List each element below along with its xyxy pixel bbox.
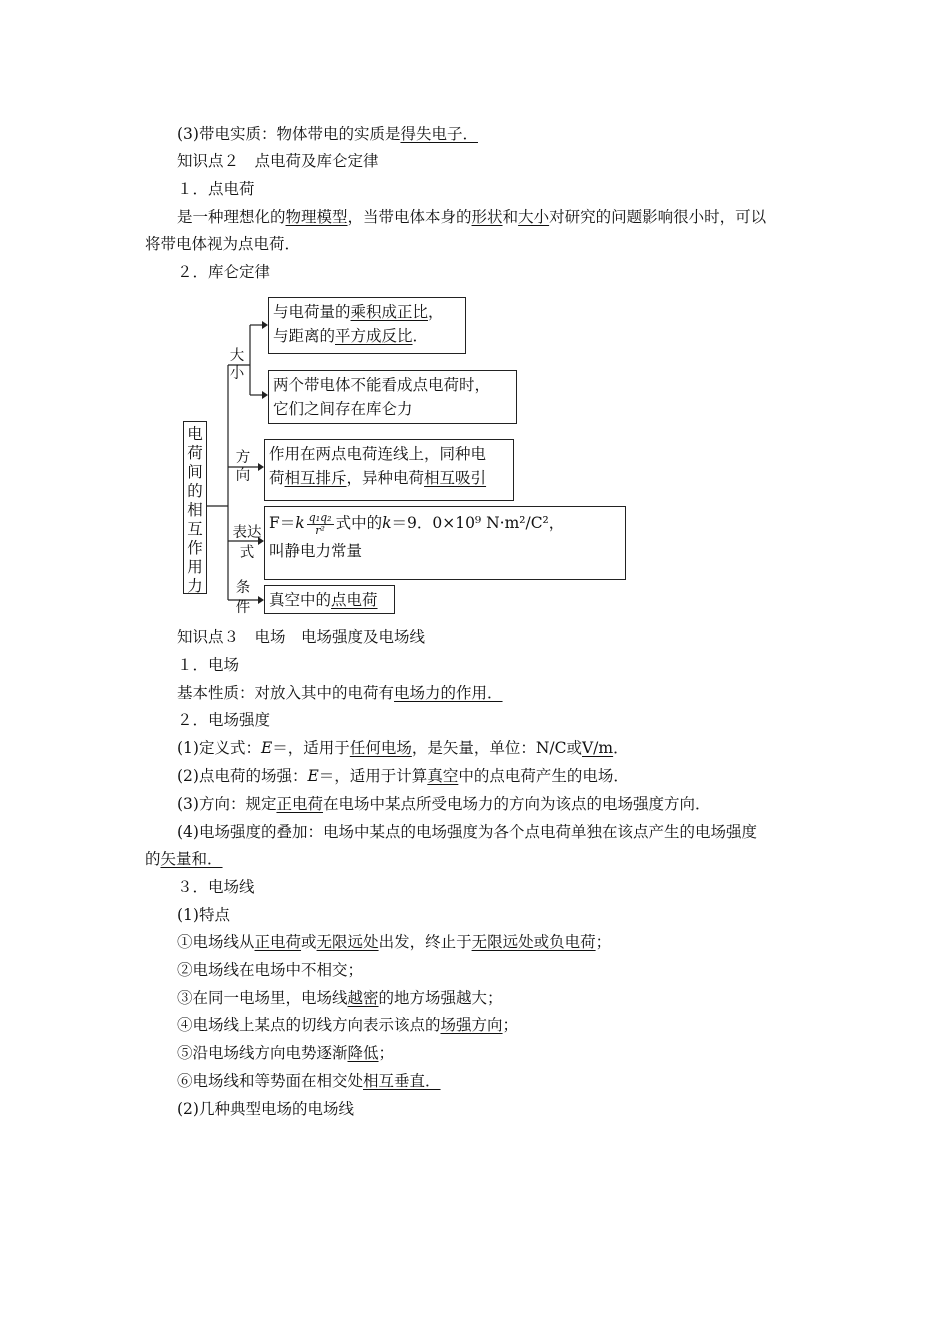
direction-box: 作用在两点电荷连线上，同种电 荷相互排斥，异种电荷相互吸引 bbox=[264, 439, 514, 501]
direction-line: (3)方向：规定正电荷在电场中某点所受电场力的方向为该点的电场强度方向． bbox=[177, 795, 711, 813]
direction-label: 方向 bbox=[235, 450, 251, 484]
definition-line: (1)定义式：E＝，适用于任何电场，是矢量，单位：N/C或V/m． bbox=[177, 739, 629, 757]
size-label: 大小 bbox=[229, 348, 245, 382]
point-charge-field-line: (2)点电荷的场强：E＝，适用于计算真空中的点电荷产生的电场． bbox=[177, 767, 629, 785]
condition-label: 条件 bbox=[235, 580, 251, 616]
expression-label: 表达式 bbox=[232, 525, 262, 561]
feature-item: ③在同一电场里，电场线越密的地方场强越大； bbox=[177, 989, 503, 1007]
coulomb-fraction: $\frac{\text{q₁q₂}}{\text{r²}}$ bbox=[308, 510, 332, 537]
field-property: 基本性质：对放入其中的电荷有电场力的作用． bbox=[177, 684, 503, 702]
feature-item: ①电场线从正电荷或无限远处出发，终止于无限远处或负电荷； bbox=[177, 933, 612, 951]
feature-item: ④电场线上某点的切线方向表示该点的场强方向； bbox=[177, 1016, 519, 1034]
expression-box: F＝k $\frac{\text{q₁q₂}}{\text{r²}}$ 式中的k＝9．0×10⁹ N·m²/C²， 叫静电力常量 bbox=[264, 506, 626, 580]
feature-item: ⑥电场线和等势面在相交处相互垂直． bbox=[177, 1072, 441, 1090]
point-charge-desc-cont: 将带电体视为点电荷． bbox=[145, 235, 301, 253]
feature-item: ②电场线在电场中不相交； bbox=[177, 961, 364, 979]
size-box-proportional: 与电荷量的乘积成正比， 与距离的平方成反比． bbox=[268, 297, 466, 354]
condition-box: 真空中的点电荷 bbox=[264, 585, 395, 614]
charge-essence-line: (3)带电实质：物体带电的实质是得失电子． bbox=[177, 125, 478, 143]
size-box-note: 两个带电体不能看成点电荷时， 它们之间存在库仑力 bbox=[268, 370, 517, 424]
superposition-line-cont: 的矢量和． bbox=[145, 850, 223, 868]
point-charge-desc: 是一种理想化的物理模型，当带电体本身的形状和大小对研究的问题影响很小时，可以 bbox=[177, 208, 767, 226]
features-heading: (1)特点 bbox=[177, 906, 230, 924]
subheading: １．电场 bbox=[177, 656, 240, 674]
superposition-line: (4)电场强度的叠加：电场中某点的电场强度为各个点电荷单独在该点产生的电场强度 bbox=[177, 823, 757, 841]
feature-item: ⑤沿电场线方向电势逐渐降低； bbox=[177, 1044, 395, 1062]
subheading: ２．电场强度 bbox=[177, 711, 271, 729]
typical-fields-heading: (2)几种典型电场的电场线 bbox=[177, 1100, 354, 1118]
subheading: ２．库仑定律 bbox=[177, 263, 271, 281]
section-heading: 知识点３ 电场 电场强度及电场线 bbox=[177, 628, 426, 646]
main-concept-label: 电荷间的相互作用力 bbox=[183, 421, 207, 594]
subheading: ３．电场线 bbox=[177, 878, 255, 896]
section-heading: 知识点２ 点电荷及库仑定律 bbox=[177, 152, 379, 170]
subheading: １．点电荷 bbox=[177, 180, 255, 198]
